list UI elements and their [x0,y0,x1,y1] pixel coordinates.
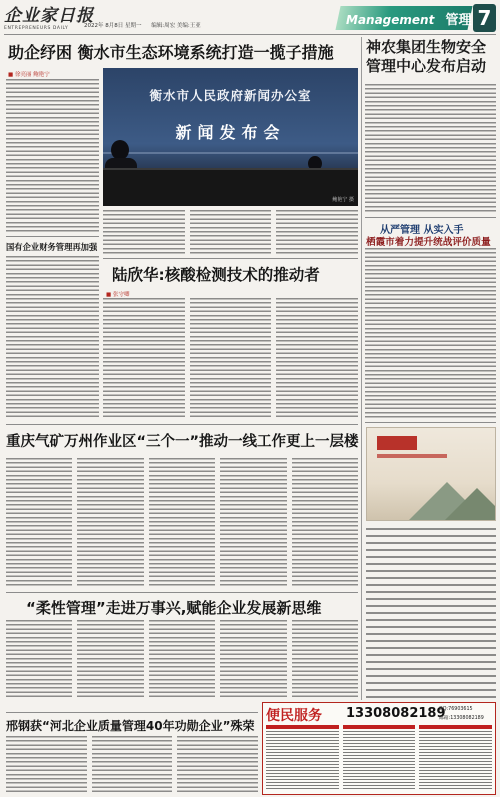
article-body-text [190,210,272,254]
dateline [84,21,201,29]
photo-banner-text: 衡水市人民政府新闻办公室 [149,88,312,103]
article-body-text [6,458,72,586]
article-body-columns [6,458,358,586]
article-kicker: 从严管理 从实入手 [380,225,464,236]
article-body-columns [103,298,358,420]
article-body-columns [6,736,258,794]
article-body-columns [103,210,358,254]
article-headline: 神农集团生物安全管理中心发布启动 [366,38,487,75]
page-number: 7 [473,4,496,32]
ad-listing-header [266,725,339,729]
article-body-text [220,620,286,698]
classified-ad [262,702,496,795]
ad-listing-column [266,725,339,791]
article-body-text [103,210,185,254]
podium-desk [103,168,358,206]
section-rule [6,592,358,593]
article-body-text [365,248,496,418]
masthead-title: 企业家日报 [4,6,94,26]
ad-qq: QQ:76903615 [439,707,473,712]
article-headline: 助企纾困 衡水市生态环境系统打造一揽子措施 [8,43,334,62]
ad-phone: 13308082189 [346,706,446,721]
ad-listing-header [419,725,492,729]
section-name-en: Management [346,13,435,27]
section-rule [6,712,258,713]
article-body-text [6,736,87,794]
red-title-block [377,436,417,450]
ad-listings [266,725,492,791]
section-name-cn: 管理 [445,13,472,28]
section-rule [365,422,496,423]
article-body-text [276,210,358,254]
article-byline: ■ 张守卿 [106,292,130,298]
article-body-text [149,620,215,698]
article-body-text [6,79,99,232]
article-body-text [292,458,358,586]
mountain-shape [437,488,496,521]
article-body-text [292,620,358,698]
article-body-text [77,458,143,586]
article-body-text [190,298,272,420]
article-body-text [6,620,72,698]
column-divider [361,37,362,700]
ad-email: 邮箱:13308082189 [439,716,484,721]
backdrop-stripe [103,152,358,154]
header-rule [4,34,496,35]
ad-title: 便民服务 [266,708,322,724]
article-body-text [149,458,215,586]
editors: 编辑:周宏 美编:王亚 [151,23,201,29]
article-body-text [366,528,496,698]
article-body-text [177,736,258,794]
article-body-text [103,298,185,420]
section-rule [6,424,358,425]
photo-title-text: 新闻发布会 [175,123,286,142]
article-headline: 邢钢获“河北企业质量管理40年功勋企业”殊荣 [6,719,255,733]
article-body-text [92,736,173,794]
article-body-text [365,84,496,214]
article-headline: 陆欣华:核酸检测技术的推动者 [112,266,320,284]
ad-listing-text [419,731,492,791]
section-label [346,9,471,28]
masthead-subtitle: ENTREPRENEURS DAILY [4,26,69,31]
ad-listing-text [343,731,416,791]
article-body-text [6,256,99,420]
person-silhouette [111,140,129,160]
red-subtitle-stroke [377,454,447,458]
article-body-text [77,620,143,698]
ad-listing-column [343,725,416,791]
section-rule [365,217,496,218]
press-conference-photo [103,68,358,206]
section-rule [6,236,99,237]
section-rule [103,258,358,259]
article-headline: “柔性管理”走进万事兴,赋能企业发展新思维 [26,599,322,617]
article-body-columns [6,620,358,698]
article-headline: 国有企业财务管理再加强 [6,242,98,252]
ad-listing-header [343,725,416,729]
ad-listing-text [266,731,339,791]
masthead [4,1,94,31]
feature-illustration [366,427,496,521]
article-body-text [276,298,358,420]
issue-date: 2022年 8月8日 星期一 [84,23,142,29]
article-byline: ■ 徐亮丽 鲍艳宁 [8,72,50,78]
article-headline: 重庆气矿万州作业区“三个一”推动一线工作更上一层楼 [6,434,359,450]
article-headline: 栖霞市着力提升统战评价质量 [366,237,491,248]
article-body-text [220,458,286,586]
photo-credit: 鲍艳宁 摄 [332,197,354,203]
ad-listing-column [419,725,492,791]
